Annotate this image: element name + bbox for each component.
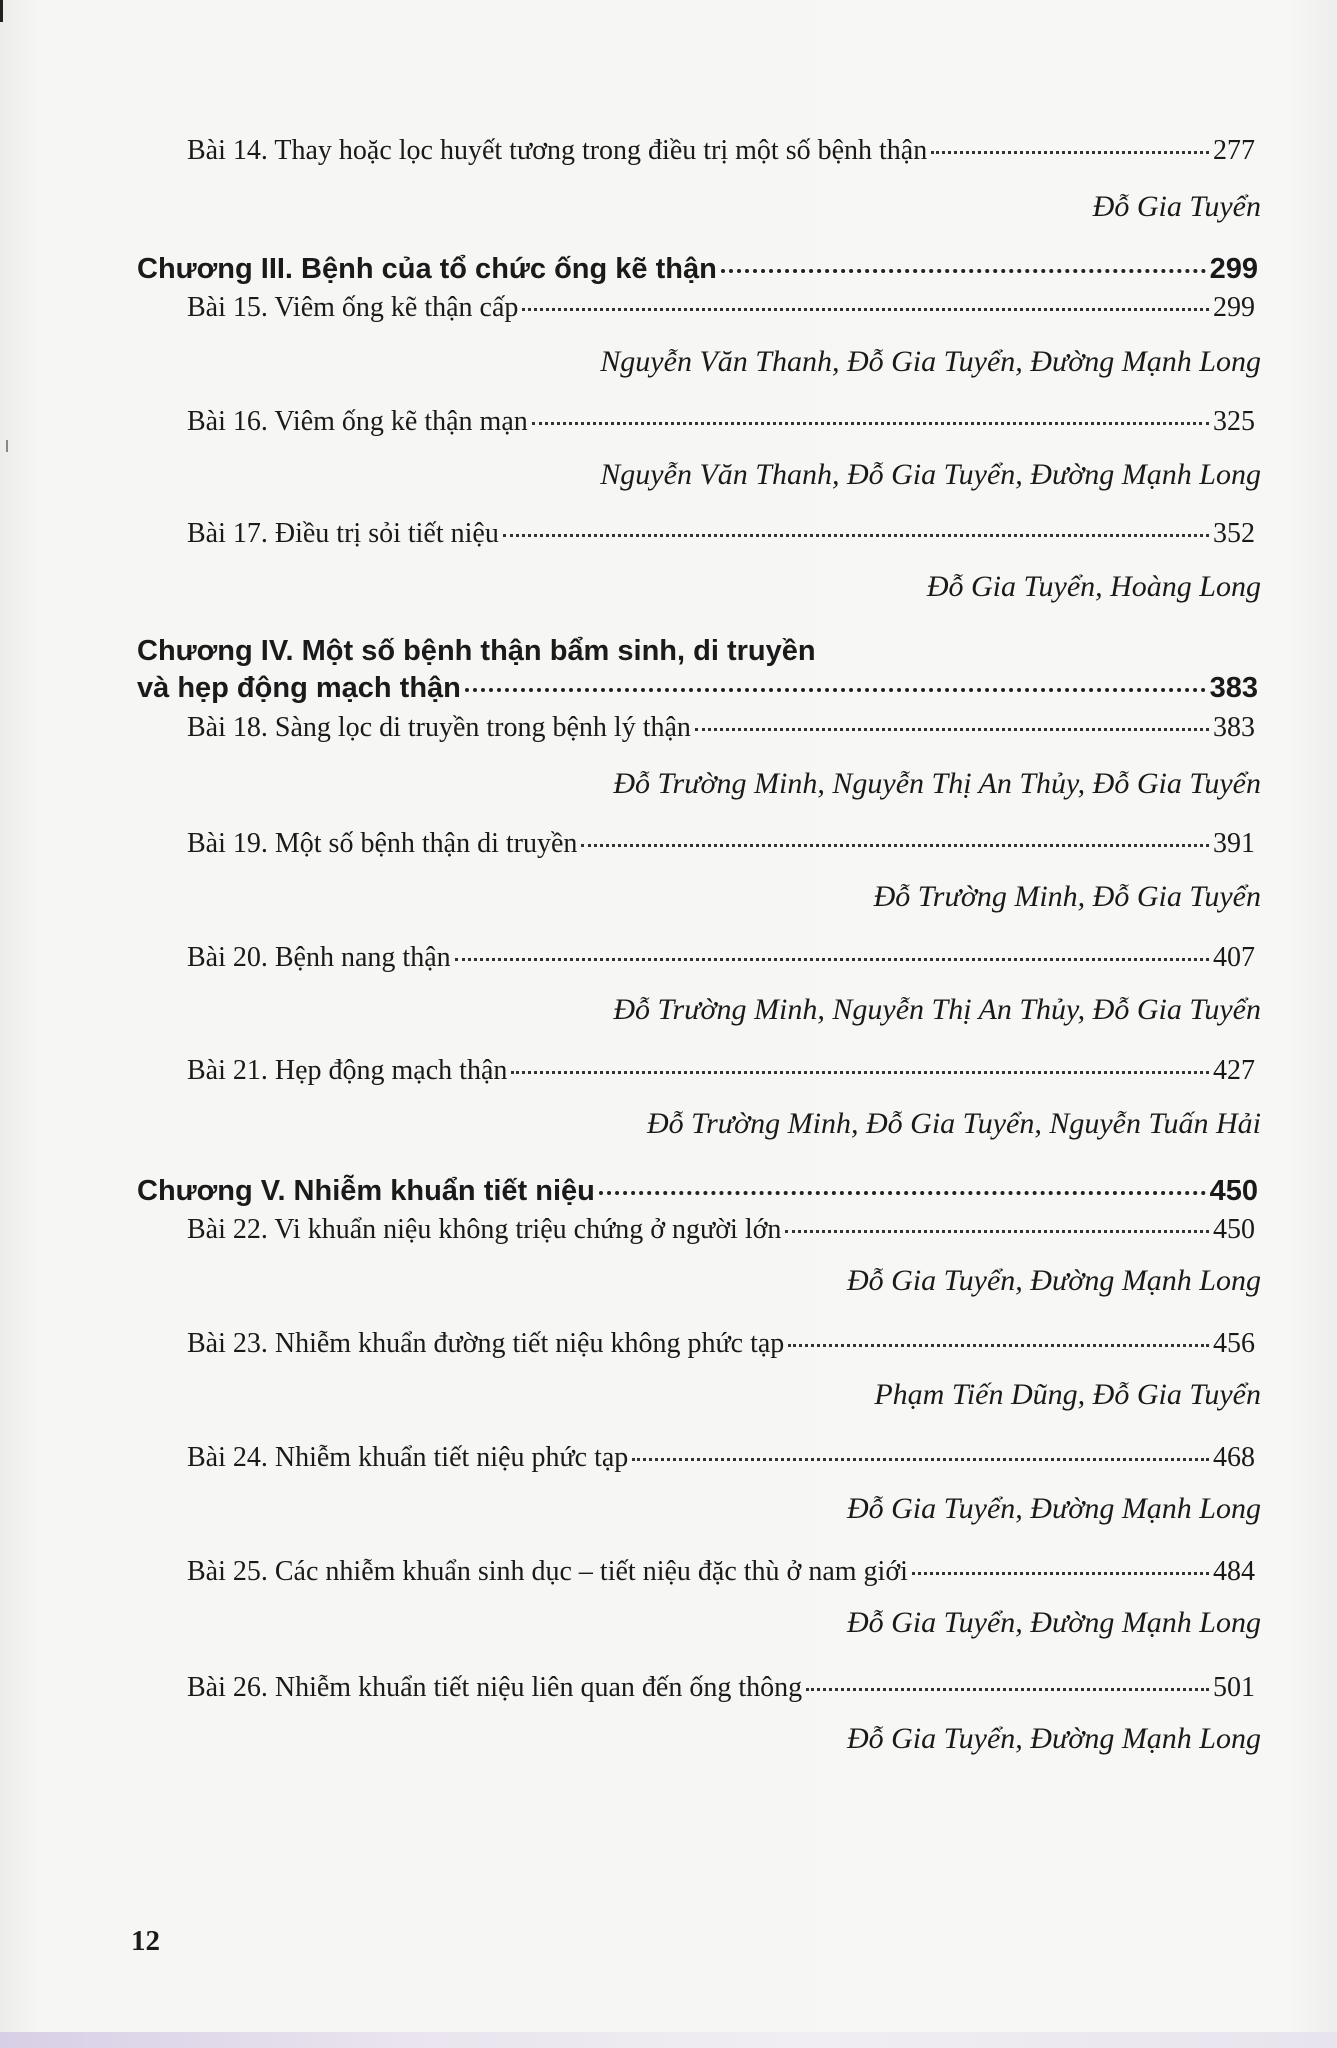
toc-chapter-page: 299 bbox=[1209, 253, 1258, 285]
toc-entry-page: 450 bbox=[1213, 1214, 1255, 1245]
toc-entry-page: 407 bbox=[1213, 942, 1255, 973]
toc-entry-lesson-20 bbox=[187, 942, 1255, 974]
toc-entry-authors: Nguyễn Văn Thanh, Đỗ Gia Tuyển, Đường Mạnh Long bbox=[600, 345, 1261, 378]
toc-entry-page: 325 bbox=[1213, 406, 1255, 437]
toc-chapter-title: Chương IV. Một số bệnh thận bẩm sinh, di truyền bbox=[137, 635, 816, 667]
dot-leader bbox=[785, 1230, 1209, 1233]
dot-leader bbox=[455, 958, 1209, 961]
toc-entry-authors: Đỗ Gia Tuyển bbox=[1092, 190, 1261, 223]
toc-entry-page: 501 bbox=[1213, 1672, 1255, 1703]
dot-leader bbox=[806, 1688, 1209, 1691]
dot-leader bbox=[721, 269, 1206, 273]
toc-entry-page: 427 bbox=[1213, 1055, 1255, 1086]
toc-entry-authors: Đỗ Gia Tuyển, Đường Mạnh Long bbox=[846, 1606, 1261, 1639]
toc-entry-title: Bài 18. Sàng lọc di truyền trong bệnh lý thận bbox=[187, 712, 691, 743]
dot-leader bbox=[532, 422, 1209, 425]
toc-entry-title: Bài 20. Bệnh nang thận bbox=[187, 942, 451, 973]
toc-entry-title: Bài 25. Các nhiễm khuẩn sinh dục – tiết niệu đặc thù ở nam giới bbox=[187, 1556, 908, 1587]
toc-entry-lesson-25 bbox=[187, 1556, 1255, 1588]
scan-edge-mark bbox=[0, 0, 3, 22]
toc-entry-authors: Đỗ Gia Tuyển, Đường Mạnh Long bbox=[846, 1492, 1261, 1525]
toc-entry-authors: Đỗ Gia Tuyển, Đường Mạnh Long bbox=[846, 1722, 1261, 1755]
dot-leader bbox=[632, 1458, 1209, 1461]
dot-leader bbox=[503, 534, 1209, 537]
toc-entry-authors: Đỗ Trường Minh, Nguyễn Thị An Thủy, Đỗ Gia Tuyển bbox=[613, 767, 1261, 800]
toc-entry-lesson-16 bbox=[187, 406, 1255, 438]
toc-entry-title: Bài 14. Thay hoặc lọc huyết tương trong điều trị một số bệnh thận bbox=[187, 135, 928, 166]
toc-entry-title: Bài 17. Điều trị sỏi tiết niệu bbox=[187, 518, 499, 549]
dot-leader bbox=[511, 1071, 1209, 1074]
toc-entry-title: Bài 15. Viêm ống kẽ thận cấp bbox=[187, 292, 519, 323]
toc-entry-lesson-17 bbox=[187, 518, 1255, 550]
toc-entry-lesson-15 bbox=[187, 292, 1255, 324]
toc-chapter-5 bbox=[137, 1175, 1258, 1208]
page-number: 12 bbox=[131, 1925, 160, 1957]
dot-leader bbox=[581, 844, 1209, 847]
toc-entry-page: 456 bbox=[1213, 1328, 1255, 1359]
toc-entry-title: Bài 23. Nhiễm khuẩn đường tiết niệu không phức tạp bbox=[187, 1328, 785, 1359]
dot-leader bbox=[465, 688, 1206, 692]
toc-entry-authors: Đỗ Trường Minh, Đỗ Gia Tuyển bbox=[873, 880, 1261, 913]
toc-entry-title: Bài 24. Nhiễm khuẩn tiết niệu phức tạp bbox=[187, 1442, 629, 1473]
toc-chapter-title: Chương III. Bệnh của tổ chức ống kẽ thận bbox=[137, 253, 717, 285]
dot-leader bbox=[599, 1191, 1206, 1195]
toc-entry-authors: Phạm Tiến Dũng, Đỗ Gia Tuyển bbox=[874, 1378, 1261, 1411]
toc-chapter-3 bbox=[137, 253, 1258, 286]
toc-entry-lesson-22 bbox=[187, 1214, 1255, 1246]
dot-leader bbox=[522, 308, 1209, 311]
toc-chapter-title-continued: và hẹp động mạch thận bbox=[137, 672, 461, 704]
toc-entry-page: 484 bbox=[1213, 1556, 1255, 1587]
toc-entry-lesson-24 bbox=[187, 1442, 1255, 1474]
toc-entry-lesson-14 bbox=[187, 135, 1255, 167]
toc-entry-title: Bài 16. Viêm ống kẽ thận mạn bbox=[187, 406, 528, 437]
toc-entry-page: 391 bbox=[1213, 828, 1255, 859]
toc-entry-authors: Đỗ Gia Tuyển, Hoàng Long bbox=[926, 570, 1261, 603]
toc-entry-authors: Đỗ Trường Minh, Nguyễn Thị An Thủy, Đỗ Gia Tuyển bbox=[613, 993, 1261, 1026]
toc-entry-page: 299 bbox=[1213, 292, 1255, 323]
toc-entry-title: Bài 21. Hẹp động mạch thận bbox=[187, 1055, 508, 1086]
toc-entry-authors: Đỗ Trường Minh, Đỗ Gia Tuyển, Nguyễn Tuấn Hải bbox=[646, 1107, 1261, 1140]
dot-leader bbox=[788, 1344, 1209, 1347]
scan-bottom-edge bbox=[0, 2032, 1337, 2048]
toc-entry-authors: Đỗ Gia Tuyển, Đường Mạnh Long bbox=[846, 1264, 1261, 1297]
toc-entry-lesson-21 bbox=[187, 1055, 1255, 1087]
toc-entry-page: 352 bbox=[1213, 518, 1255, 549]
toc-entry-page: 277 bbox=[1213, 135, 1255, 166]
toc-entry-title: Bài 26. Nhiễm khuẩn tiết niệu liên quan đến ống thông bbox=[187, 1672, 803, 1703]
toc-entry-page: 383 bbox=[1213, 712, 1255, 743]
toc-entry-authors: Nguyễn Văn Thanh, Đỗ Gia Tuyển, Đường Mạnh Long bbox=[600, 458, 1261, 491]
scan-speck bbox=[6, 440, 8, 452]
toc-entry-title: Bài 22. Vi khuẩn niệu không triệu chứng ở người lớn bbox=[187, 1214, 782, 1245]
toc-chapter-4 bbox=[137, 672, 1258, 705]
toc-chapter-page: 383 bbox=[1209, 672, 1258, 704]
toc-entry-page: 468 bbox=[1213, 1442, 1255, 1473]
dot-leader bbox=[931, 151, 1209, 154]
toc-entry-lesson-26 bbox=[187, 1672, 1255, 1704]
toc-chapter-title: Chương V. Nhiễm khuẩn tiết niệu bbox=[137, 1175, 595, 1207]
dot-leader bbox=[912, 1572, 1209, 1575]
toc-entry-lesson-18 bbox=[187, 712, 1255, 744]
toc-entry-title: Bài 19. Một số bệnh thận di truyền bbox=[187, 828, 578, 859]
toc-entry-lesson-23 bbox=[187, 1328, 1255, 1360]
dot-leader bbox=[695, 728, 1209, 731]
toc-entry-lesson-19 bbox=[187, 828, 1255, 860]
toc-chapter-page: 450 bbox=[1209, 1175, 1258, 1207]
